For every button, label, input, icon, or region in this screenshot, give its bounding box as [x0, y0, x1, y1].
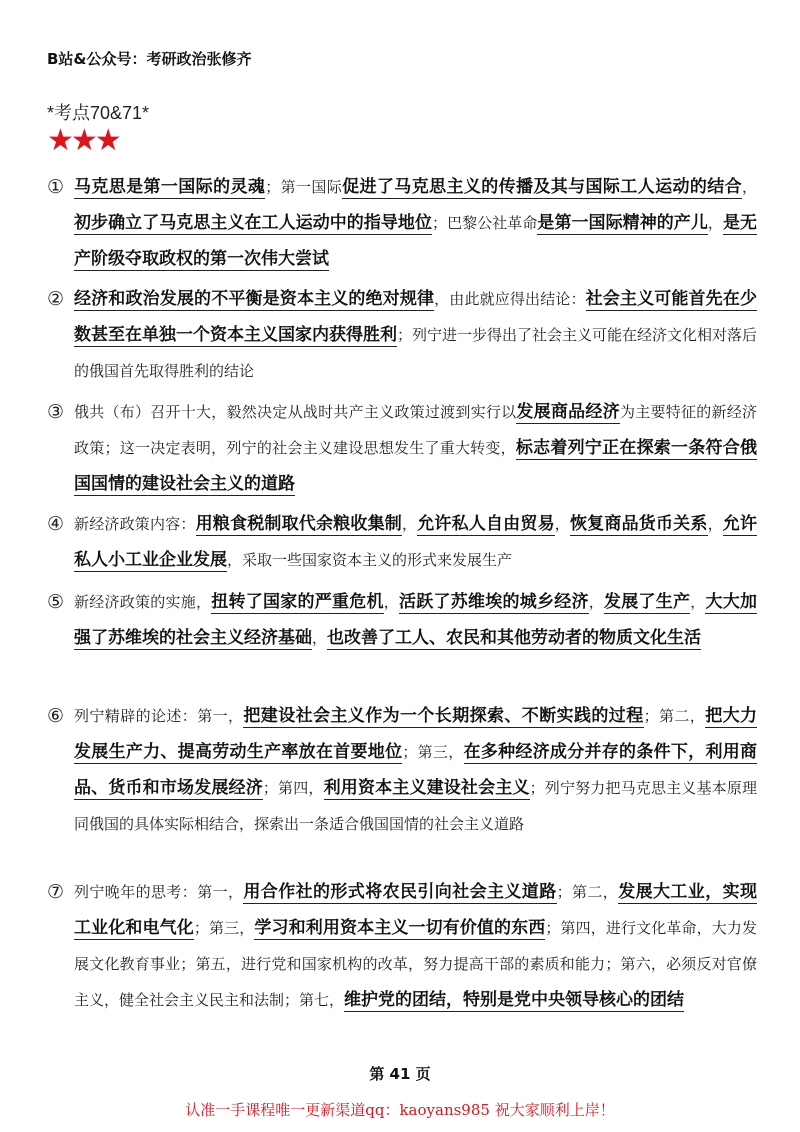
footer-notice: 认准一手课程唯一更新渠道qq：kaoyans985 祝大家顺利上岸！	[185, 1101, 615, 1119]
body-text: ，	[312, 629, 328, 647]
page-number: 第 41 页	[369, 1065, 431, 1083]
list-item	[47, 698, 757, 842]
item-text	[74, 394, 757, 502]
body-text: 为主要特征的新经济政策；这一决定表明，列宁的社会主义建设思想发生了重大转变，	[74, 403, 757, 457]
body-text: ；第二，	[556, 883, 619, 901]
item-number: ⑥	[47, 705, 65, 727]
item-text	[74, 169, 757, 277]
body-text: ，	[707, 515, 723, 533]
key-point: 学习和利用资本主义一切有价值的东西	[254, 918, 546, 938]
key-point: 马克思是第一国际的灵魂	[74, 177, 266, 197]
item-number: ④	[47, 513, 65, 535]
key-point: 用粮食税制取代余粮收集制	[195, 514, 402, 534]
importance-stars: ★★★	[47, 123, 119, 158]
key-point: 是无产阶级夺取政权的第一次伟大尝试	[74, 213, 758, 269]
key-point: 发展商品经济	[516, 402, 620, 422]
key-point: 把大力发展生产力、提高劳动生产率放在首要地位	[74, 706, 758, 762]
key-point: 用合作社的形式将农民引向社会主义道路	[243, 882, 557, 902]
item-text	[74, 698, 757, 842]
key-point: 社会主义可能首先在少数甚至在单独一个资本主义国家内获得胜利	[74, 289, 757, 345]
body-text: ；第二，	[643, 707, 706, 725]
key-point: 促进了马克思主义的传播及其与国际工人运动的结合	[342, 177, 742, 197]
key-point: 活跃了苏维埃的城乡经济	[398, 592, 589, 612]
item-number: ③	[47, 401, 65, 423]
item-text	[74, 281, 757, 389]
list-item	[47, 874, 757, 1018]
body-text: ，	[588, 593, 604, 611]
list-item	[47, 281, 757, 389]
key-point: 初步确立了马克思主义在工人运动中的指导地位	[74, 213, 433, 233]
item-number: ⑦	[47, 881, 65, 903]
body-text: ；第三，	[402, 743, 464, 761]
body-text: ，由此就应得出结论：	[434, 290, 586, 308]
item-text	[74, 506, 757, 578]
body-text: 俄共（布）召开十大，毅然决定从战时共产主义政策过渡到实行以	[74, 403, 517, 421]
body-text: ；巴黎公社革命	[432, 214, 538, 232]
key-point: 也改善了工人、农民和其他劳动者的物质文化生活	[327, 628, 702, 648]
key-point: 是第一国际精神的产儿	[537, 213, 708, 233]
list-item	[47, 584, 757, 656]
body-text: ；第四，	[262, 779, 324, 797]
key-point: 发展大工业，实现工业化和电气化	[74, 882, 757, 938]
key-point: 允许私人自由贸易	[417, 514, 555, 534]
key-point: 维护党的团结，特别是党中央领导核心的团结	[344, 990, 685, 1010]
body-text: ，采取一些国家资本主义的形式来发展生产	[227, 551, 513, 569]
body-text: ；列宁进一步得出了社会主义可能在经济文化相对落后的俄国首先取得胜利的结论	[74, 326, 758, 380]
key-point: 经济和政治发展的不平衡是资本主义的绝对规律	[74, 289, 435, 309]
body-text: ，	[707, 214, 723, 232]
key-point: 利用资本主义建设社会主义	[323, 778, 530, 798]
item-text	[74, 584, 757, 656]
body-text: ；第一国际	[265, 178, 343, 196]
body-text: 新经济政策内容：	[74, 515, 196, 533]
list-item	[47, 506, 757, 578]
body-text: ，	[690, 593, 706, 611]
key-point: 在多种经济成分并存的条件下，利用商品、货币和市场发展经济	[74, 742, 758, 798]
body-text: ，	[554, 515, 570, 533]
key-point: 发展了生产	[603, 592, 691, 612]
topic-label: *考点70&71*	[47, 103, 150, 123]
item-text	[74, 874, 757, 1018]
header-source: B站&公众号：考研政治张修齐	[47, 50, 252, 68]
key-point: 扭转了国家的严重危机	[211, 592, 384, 612]
key-point: 大大加强了苏维埃的社会主义经济基础	[74, 592, 757, 648]
body-text: 列宁晚年的思考：第一，	[74, 883, 244, 901]
body-text: ；第三，	[193, 919, 255, 937]
body-text: ；列宁努力把马克思主义基本原理同俄国的具体实际相结合，探索出一条适合俄国国情的社会主义道路	[74, 779, 757, 833]
item-number: ①	[47, 176, 65, 198]
body-text: 新经济政策的实施，	[74, 593, 212, 611]
body-text: 列宁精辟的论述：第一，	[74, 707, 244, 725]
item-number: ②	[47, 288, 65, 310]
key-point: 标志着列宁正在探索一条符合俄国国情的建设社会主义的道路	[74, 438, 757, 494]
body-text: ，	[383, 593, 399, 611]
list-item	[47, 394, 757, 502]
body-text: ，	[741, 178, 757, 196]
key-point: 允许私人小工业企业发展	[74, 514, 757, 570]
list-item	[47, 169, 757, 277]
key-point: 恢复商品货币关系	[569, 514, 708, 534]
body-text: ，	[401, 515, 418, 533]
item-number: ⑤	[47, 591, 65, 613]
body-text: ；第四，进行文化革命，大力发展文化教育事业；第五，进行党和国家机构的改革，努力提高干部的素质和能力；第六，必须反对官僚主义，健全社会主义民主和法制；第七，	[74, 919, 757, 1009]
key-point: 把建设社会主义作为一个长期探索、不断实践的过程	[243, 706, 644, 726]
